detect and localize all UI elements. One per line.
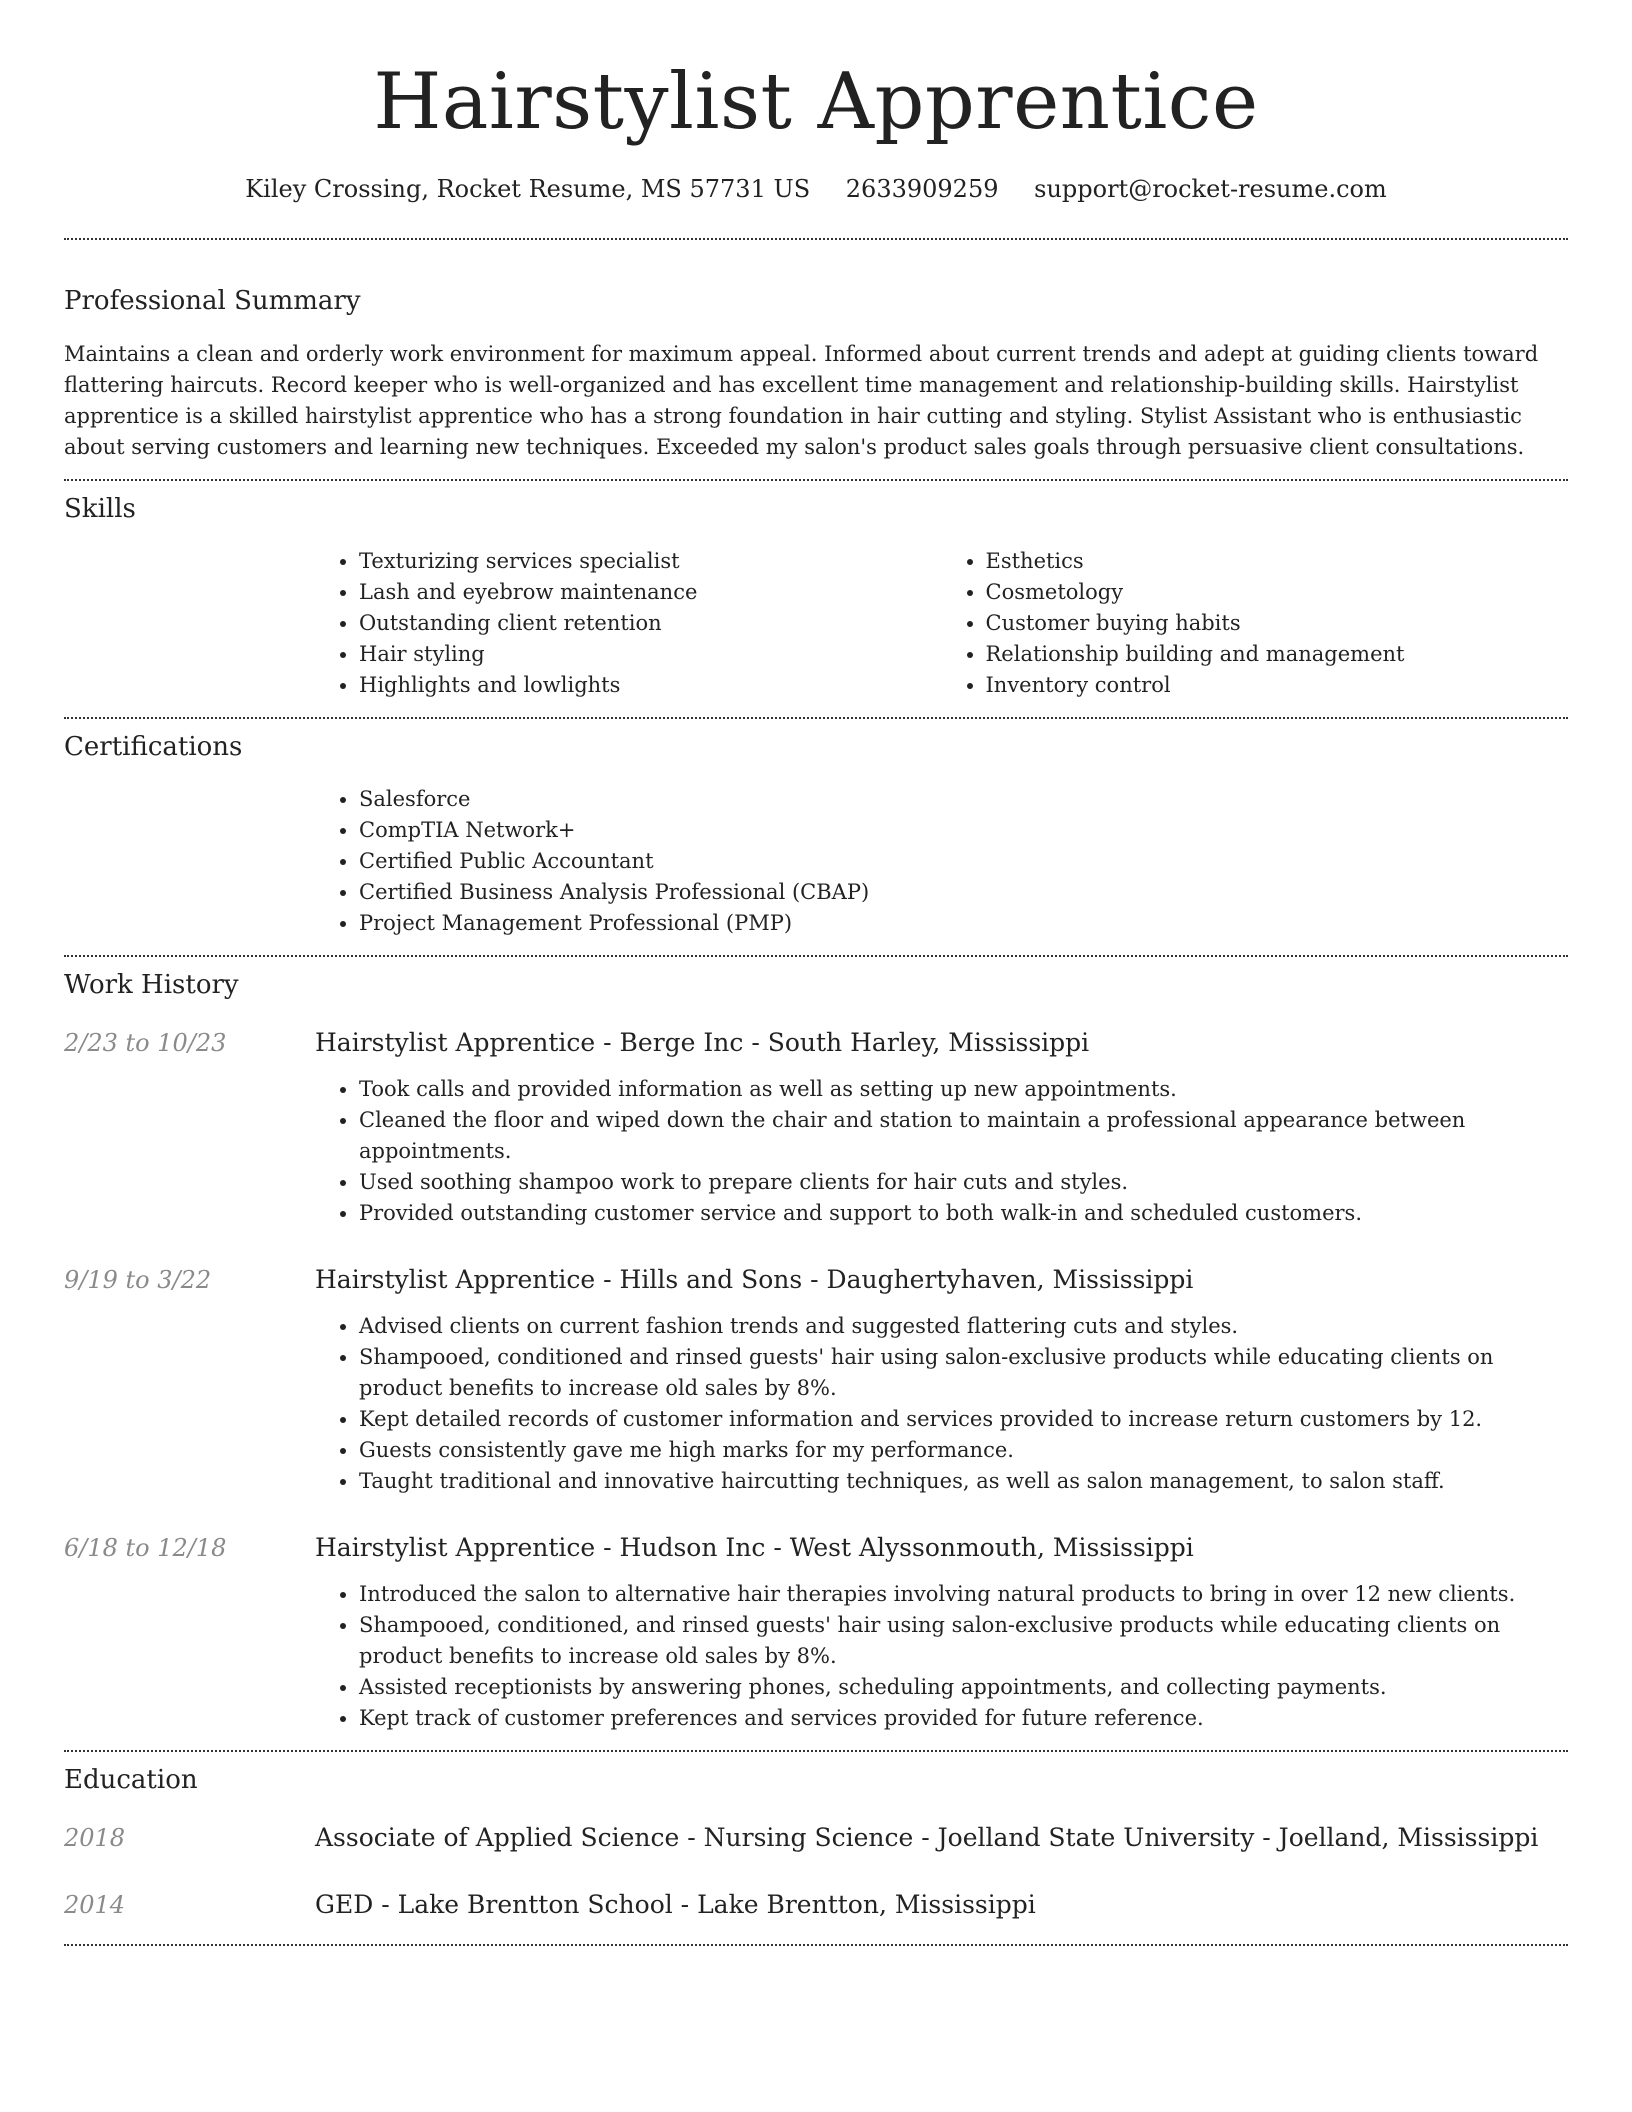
- education-entry: [64, 1821, 1568, 1855]
- job-dates: 9/19 to 3/22: [64, 1266, 212, 1294]
- list-item: • Shampooed, conditioned and rinsed guests' hair using salon-exclusive products while educating clients on product benefits to increase old sales by 8%.: [359, 1342, 1568, 1404]
- list-item: • Project Management Professional (PMP): [359, 908, 1568, 939]
- list-item: • Kept detailed records of customer information and services provided to increase return customers by 12.: [359, 1404, 1568, 1435]
- list-item: • Cleaned the floor and wiped down the chair and station to maintain a professional appearance between appointments.: [359, 1105, 1568, 1167]
- education-year: 2014: [64, 1891, 126, 1919]
- skills-list-right: [942, 546, 1569, 701]
- list-item: • Certified Business Analysis Professional (CBAP): [359, 877, 1568, 908]
- skills-columns: [315, 546, 1568, 701]
- list-item: • Used soothing shampoo work to prepare clients for hair cuts and styles.: [359, 1167, 1568, 1198]
- job-bullets: [315, 1074, 1568, 1229]
- list-item: • Introduced the salon to alternative hair therapies involving natural products to bring in over 12 new clients.: [359, 1579, 1568, 1610]
- job-bullets: [315, 1579, 1568, 1734]
- list-item: • Lash and eyebrow maintenance: [359, 577, 942, 608]
- work-section: [64, 957, 1568, 1734]
- list-item: • Cosmetology: [986, 577, 1569, 608]
- education-year: 2018: [64, 1824, 126, 1852]
- list-item: • Inventory control: [986, 670, 1569, 701]
- resume-title: Hairstylist Apprentice: [373, 57, 1259, 147]
- list-item: • CompTIA Network+: [359, 815, 1568, 846]
- summary-heading: Professional Summary: [64, 286, 361, 316]
- list-item: • Guests consistently gave me high marks for my performance.: [359, 1435, 1568, 1466]
- list-item: • Esthetics: [986, 546, 1569, 577]
- job-entry: [64, 1531, 1568, 1734]
- skills-section: [64, 481, 1568, 701]
- list-item: • Taught traditional and innovative haircutting techniques, as well as salon management, to salon staff.: [359, 1466, 1568, 1497]
- work-heading: Work History: [64, 970, 239, 1000]
- certifications-section: [64, 719, 1568, 939]
- education-section: [64, 1752, 1568, 1922]
- divider: [64, 1944, 1568, 1946]
- contact-phone: 2633909259: [845, 175, 999, 203]
- job-bullets: [315, 1311, 1568, 1497]
- list-item: • Customer buying habits: [986, 608, 1569, 639]
- list-item: • Shampooed, conditioned, and rinsed guests' hair using salon-exclusive products while educating clients on product benefits to increase old sales by 8%.: [359, 1610, 1568, 1672]
- list-item: • Salesforce: [359, 784, 1568, 815]
- job-title: Hairstylist Apprentice - Berge Inc - South Harley, Mississippi: [315, 1028, 1090, 1057]
- certifications-list: [315, 784, 1568, 939]
- job-entry: [64, 1263, 1568, 1497]
- summary-section: [64, 240, 1568, 463]
- list-item: • Outstanding client retention: [359, 608, 942, 639]
- job-title: Hairstylist Apprentice - Hills and Sons - Daughertyhaven, Mississippi: [315, 1265, 1194, 1294]
- list-item: • Texturizing services specialist: [359, 546, 942, 577]
- contact-address: Kiley Crossing, Rocket Resume, MS 57731 US: [245, 175, 811, 203]
- skills-list-left: [315, 546, 942, 701]
- job-title: Hairstylist Apprentice - Hudson Inc - West Alyssonmouth, Mississippi: [315, 1533, 1194, 1562]
- list-item: • Relationship building and management: [986, 639, 1569, 670]
- education-heading: Education: [64, 1765, 198, 1795]
- list-item: • Certified Public Accountant: [359, 846, 1568, 877]
- summary-text: Maintains a clean and orderly work environment for maximum appeal. Informed about current trends and adept at guiding clients toward flattering haircuts. Record keeper who is well-organized and has excellent time management and relationship-building skills. Hairstylist apprentice is a skilled hairstylist apprentice who has a strong foundation in hair cutting and styling. Stylist Assistant who is enthusiastic about serving customers and learning new techniques. Exceeded my salon's product sales goals through persuasive client consultations.: [64, 342, 1539, 459]
- contact-email: support@rocket-resume.com: [1034, 175, 1387, 203]
- job-dates: 6/18 to 12/18: [64, 1534, 227, 1562]
- job-dates: 2/23 to 10/23: [64, 1029, 227, 1057]
- education-text: Associate of Applied Science - Nursing Science - Joelland State University - Joelland, Mississippi: [315, 1823, 1539, 1852]
- list-item: • Advised clients on current fashion trends and suggested flattering cuts and styles.: [359, 1311, 1568, 1342]
- certifications-heading: Certifications: [64, 732, 243, 762]
- list-item: • Highlights and lowlights: [359, 670, 942, 701]
- contact-line: [64, 172, 1568, 206]
- education-entry: [64, 1888, 1568, 1922]
- list-item: • Took calls and provided information as well as setting up new appointments.: [359, 1074, 1568, 1105]
- list-item: • Assisted receptionists by answering phones, scheduling appointments, and collecting payments.: [359, 1672, 1568, 1703]
- skills-heading: Skills: [64, 494, 136, 524]
- list-item: • Hair styling: [359, 639, 942, 670]
- list-item: • Kept track of customer preferences and services provided for future reference.: [359, 1703, 1568, 1734]
- education-text: GED - Lake Brentton School - Lake Brentton, Mississippi: [315, 1890, 1036, 1919]
- list-item: • Provided outstanding customer service and support to both walk-in and scheduled customers.: [359, 1198, 1568, 1229]
- job-entry: [64, 1026, 1568, 1229]
